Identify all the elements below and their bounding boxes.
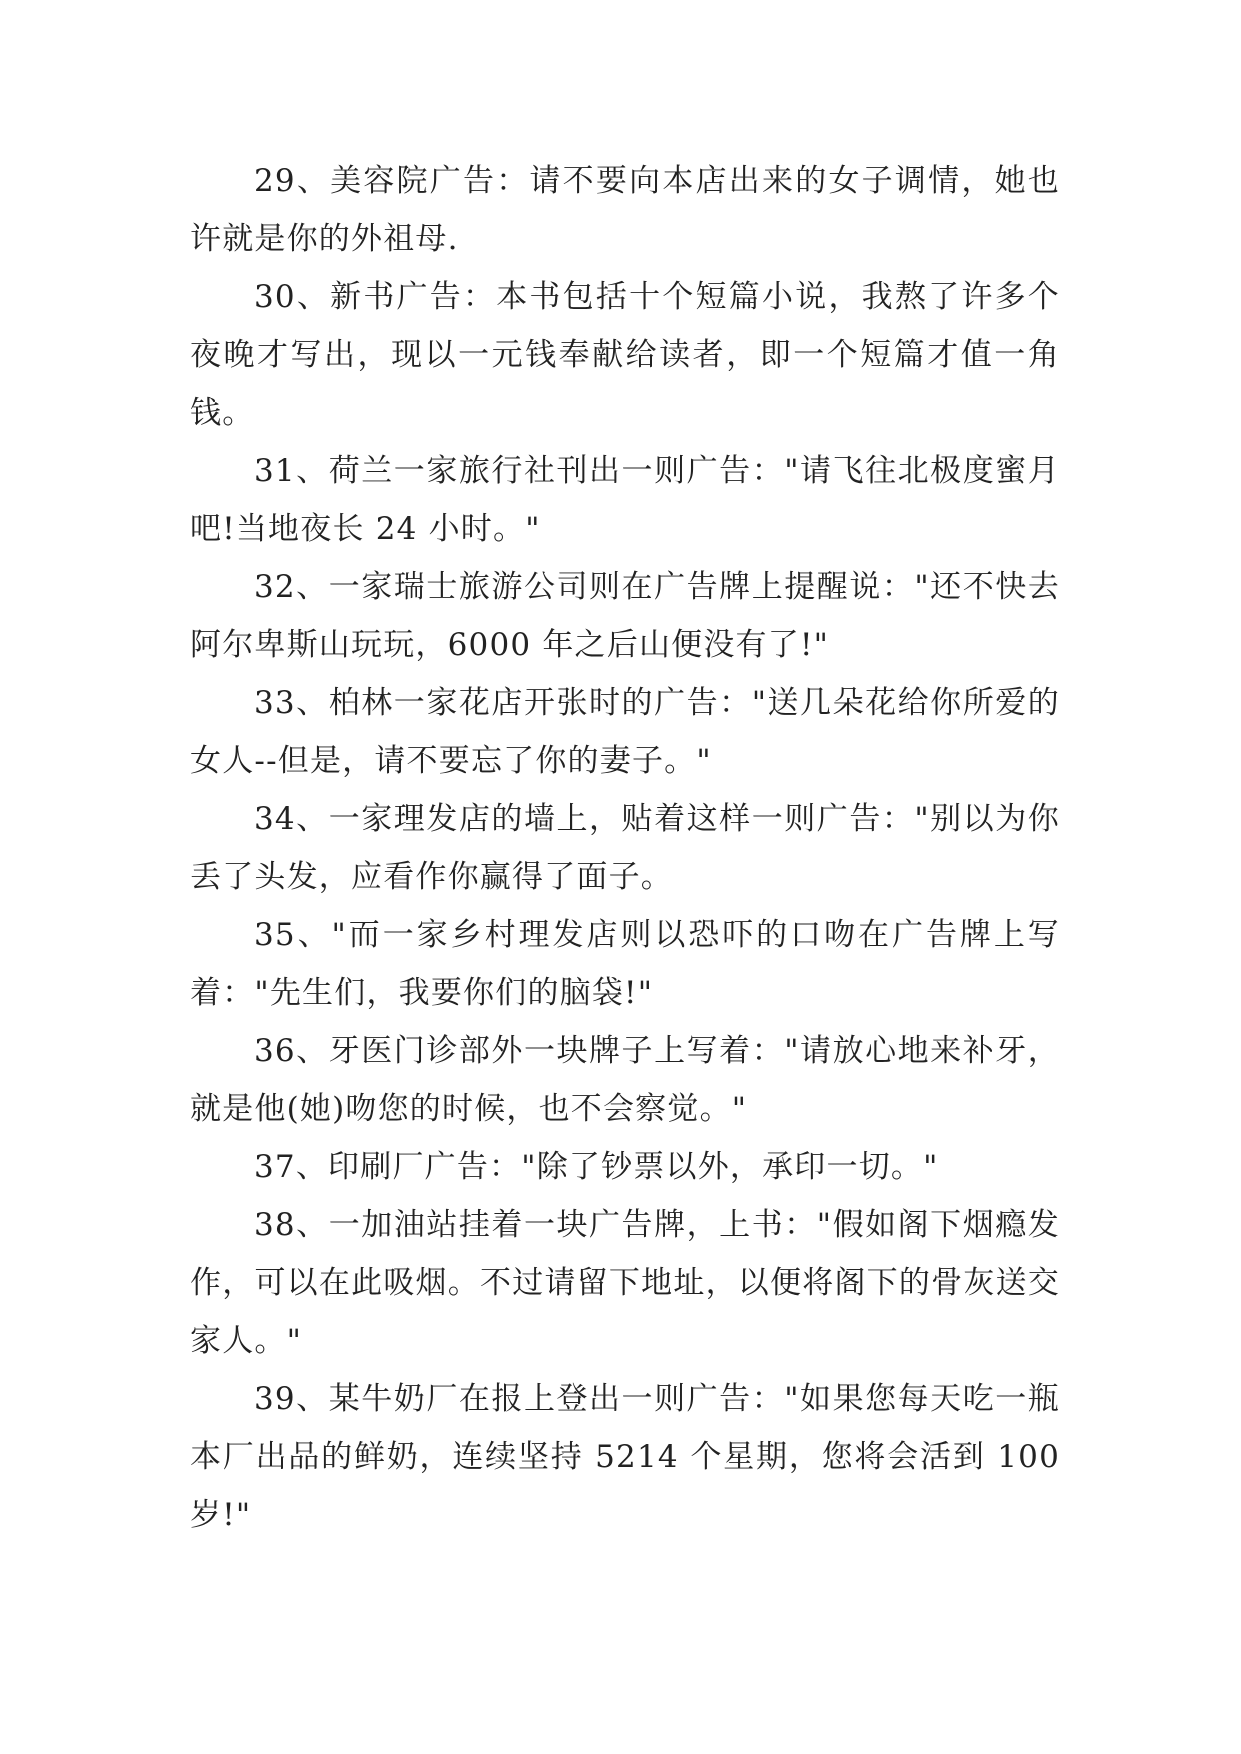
paragraph-31: 31、荷兰一家旅行社刊出一则广告："请飞往北极度蜜月吧!当地夜长 24 小时。" bbox=[190, 453, 1060, 547]
paragraph-36: 36、牙医门诊部外一块牌子上写着："请放心地来补牙，就是他(她)吻您的时候，也不会察觉。" bbox=[190, 1033, 1060, 1127]
paragraph-29: 29、美容院广告：请不要向本店出来的女子调情，她也许就是你的外祖母. bbox=[190, 163, 1060, 257]
paragraph-32: 32、一家瑞士旅游公司则在广告牌上提醒说："还不快去阿尔卑斯山玩玩，6000 年之后山便没有了!" bbox=[190, 569, 1060, 663]
paragraph-34: 34、一家理发店的墙上，贴着这样一则广告："别以为你丢了头发，应看作你赢得了面子。 bbox=[190, 801, 1060, 895]
paragraph-35: 35、"而一家乡村理发店则以恐吓的口吻在广告牌上写着："先生们，我要你们的脑袋!" bbox=[190, 917, 1060, 1011]
paragraph-39: 39、某牛奶厂在报上登出一则广告："如果您每天吃一瓶本厂出品的鲜奶，连续坚持 5214 个星期，您将会活到 100 岁!" bbox=[190, 1381, 1060, 1533]
paragraph-33: 33、柏林一家花店开张时的广告："送几朵花给你所爱的女人--但是，请不要忘了你的妻子。" bbox=[190, 685, 1060, 779]
document-body bbox=[190, 152, 1060, 1544]
paragraph-30: 30、新书广告：本书包括十个短篇小说，我熬了许多个夜晚才写出，现以一元钱奉献给读者，即一个短篇才值一角钱。 bbox=[190, 279, 1060, 431]
paragraph-37: 37、印刷厂广告："除了钞票以外，承印一切。" bbox=[254, 1149, 939, 1185]
paragraph-38: 38、一加油站挂着一块广告牌，上书："假如阁下烟瘾发作，可以在此吸烟。不过请留下地址，以便将阁下的骨灰送交家人。" bbox=[190, 1207, 1060, 1359]
